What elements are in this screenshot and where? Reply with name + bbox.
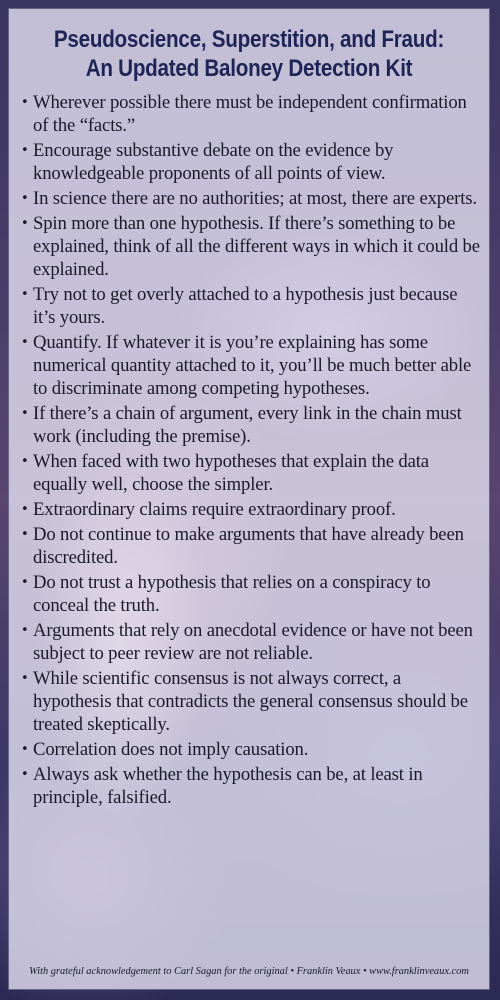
title-line-2: An Updated Baloney Detection Kit	[85, 55, 413, 82]
list-item-text: Spin more than one hypothesis. If there’s something to be explained, think of all the different ways in which it could be explained.	[33, 213, 480, 280]
detection-kit-list	[9, 91, 489, 809]
bullet-icon: •	[21, 216, 29, 231]
list-item-text: Try not to get overly attached to a hypothesis just because it’s yours.	[33, 284, 458, 328]
list-item	[21, 763, 481, 809]
bullet-icon: •	[21, 575, 29, 590]
bullet-icon: •	[21, 527, 29, 542]
bullet-icon: •	[21, 767, 29, 782]
list-item	[21, 283, 481, 329]
list-item	[21, 331, 481, 400]
list-item	[21, 498, 481, 521]
bullet-icon: •	[21, 671, 29, 686]
list-item-text: While scientific consensus is not always correct, a hypothesis that contradicts the general consensus should be treated skeptically.	[33, 668, 468, 735]
list-item	[21, 523, 481, 569]
list-item	[21, 667, 481, 736]
list-item	[21, 187, 481, 210]
list-item	[21, 91, 481, 137]
bullet-icon: •	[21, 95, 29, 110]
bullet-icon: •	[21, 742, 29, 757]
bullet-icon: •	[21, 406, 29, 421]
bullet-icon: •	[21, 287, 29, 302]
list-item-text: If there’s a chain of argument, every link in the chain must work (including the premise).	[33, 403, 462, 447]
list-item	[21, 402, 481, 448]
list-item-text: In science there are no authorities; at most, there are experts.	[33, 188, 477, 209]
list-item-text: Correlation does not imply causation.	[33, 739, 309, 760]
list-item	[21, 619, 481, 665]
list-item	[21, 212, 481, 281]
page-title	[43, 25, 456, 83]
list-item	[21, 139, 481, 185]
bullet-icon: •	[21, 143, 29, 158]
list-item	[21, 738, 481, 761]
bullet-icon: •	[21, 191, 29, 206]
bullet-icon: •	[21, 454, 29, 469]
list-item-text: Do not trust a hypothesis that relies on a conspiracy to conceal the truth.	[33, 572, 431, 616]
footer-credit: With grateful acknowledgement to Carl Sagan for the original • Franklin Veaux • www.franklinveaux.com	[29, 966, 469, 977]
list-item-text: Always ask whether the hypothesis can be, at least in principle, falsified.	[33, 764, 423, 808]
list-item-text: Do not continue to make arguments that have already been discredited.	[33, 524, 464, 568]
list-item-text: When faced with two hypotheses that explain the data equally well, choose the simpler.	[33, 451, 429, 495]
list-item-text: Extraordinary claims require extraordinary proof.	[33, 499, 396, 520]
list-item-text: Wherever possible there must be independent confirmation of the “facts.”	[33, 92, 467, 136]
bullet-icon: •	[21, 502, 29, 517]
content-panel	[8, 8, 490, 990]
title-line-1: Pseudoscience, Superstition, and Fraud:	[53, 26, 445, 53]
list-item-text: Quantify. If whatever it is you’re explaining has some numerical quantity attached to it, you’ll be much better able to discriminate among competing hypotheses.	[33, 332, 472, 399]
list-item-text: Encourage substantive debate on the evidence by knowledgeable proponents of all points of view.	[33, 140, 394, 184]
list-item	[21, 450, 481, 496]
bullet-icon: •	[21, 335, 29, 350]
bullet-icon: •	[21, 623, 29, 638]
list-item	[21, 571, 481, 617]
list-item-text: Arguments that rely on anecdotal evidence or have not been subject to peer review are not reliable.	[33, 620, 473, 664]
